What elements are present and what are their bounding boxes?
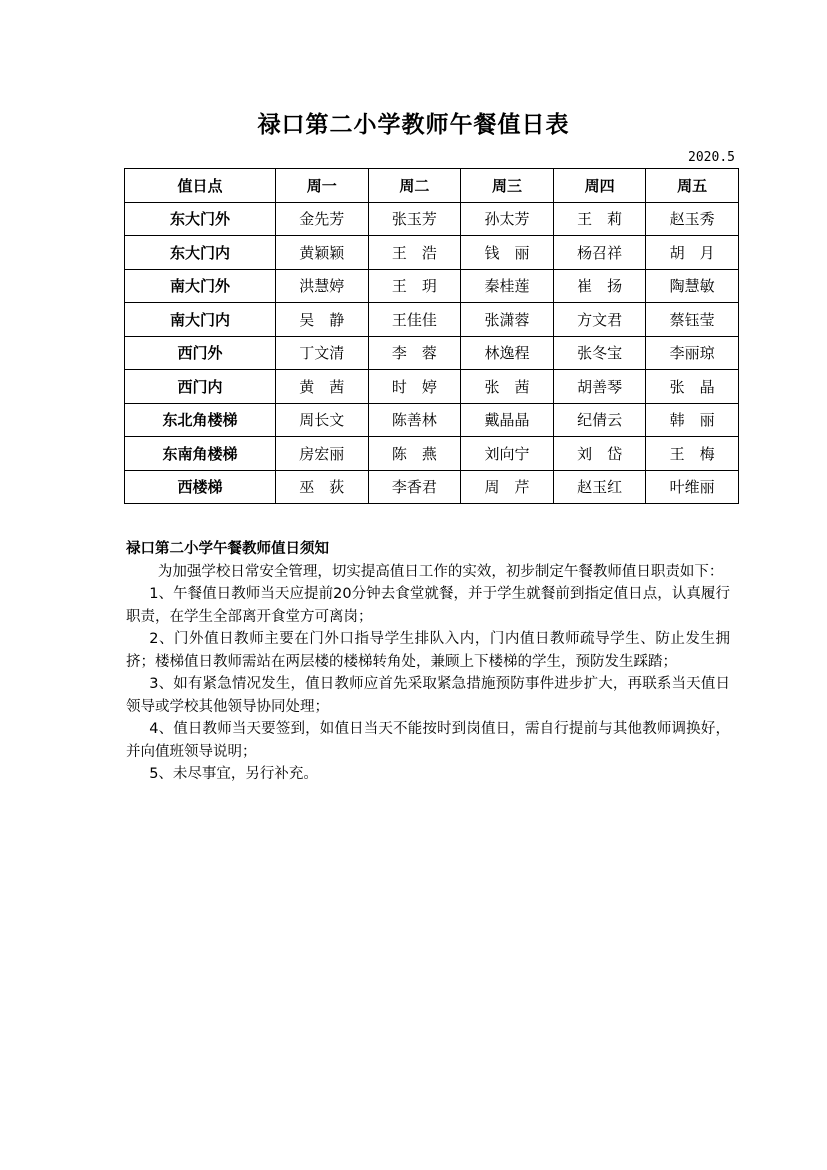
- table-row: [125, 403, 739, 437]
- teacher-cell: 吴 静: [276, 303, 369, 337]
- teacher-cell: 李香君: [368, 470, 461, 504]
- teacher-cell: 杨召祥: [553, 236, 646, 270]
- teacher-cell: 张玉芳: [368, 202, 461, 236]
- teacher-cell: 张冬宝: [553, 336, 646, 370]
- teacher-cell: 李丽琼: [646, 336, 739, 370]
- teacher-cell: 钱 丽: [461, 236, 554, 270]
- notice-title: 禄口第二小学午餐教师值日须知: [126, 541, 329, 557]
- location-cell: 西门外: [125, 336, 276, 370]
- table-row: [125, 303, 739, 337]
- teacher-cell: 秦桂莲: [461, 269, 554, 303]
- notice-item-4: 4、值日教师当天要签到，如值日当天不能按时到岗值日，需自行提前与其他教师调换好，并向值班领导说明；: [126, 721, 730, 760]
- location-cell: 东北角楼梯: [125, 403, 276, 437]
- notice-item-3: 3、如有紧急情况发生，值日教师应首先采取紧急措施预防事件进步扩大，再联系当天值日领导或学校其他领导协同处理；: [126, 676, 730, 715]
- header-location: 值日点: [125, 169, 276, 203]
- teacher-cell: 王佳佳: [368, 303, 461, 337]
- teacher-cell: 张 晶: [646, 370, 739, 404]
- location-cell: 西门内: [125, 370, 276, 404]
- teacher-cell: 崔 扬: [553, 269, 646, 303]
- teacher-cell: 林逸程: [461, 336, 554, 370]
- header-tuesday: 周二: [368, 169, 461, 203]
- teacher-cell: 蔡钰莹: [646, 303, 739, 337]
- teacher-cell: 张 茜: [461, 370, 554, 404]
- teacher-cell: 纪倩云: [553, 403, 646, 437]
- teacher-cell: 时 婷: [368, 370, 461, 404]
- location-cell: 东南角楼梯: [125, 437, 276, 471]
- notice-item-2: 2、门外值日教师主要在门外口指导学生排队入内，门内值日教师疏导学生、防止发生拥挤；楼梯值日教师需站在两层楼的楼梯转角处，兼顾上下楼梯的学生，预防发生踩踏；: [126, 631, 730, 670]
- teacher-cell: 周 芹: [461, 470, 554, 504]
- date-label: 2020.5: [688, 150, 735, 165]
- teacher-cell: 洪慧婷: [276, 269, 369, 303]
- table-row: [125, 336, 739, 370]
- teacher-cell: 陈 燕: [368, 437, 461, 471]
- notice-intro: 为加强学校日常安全管理，切实提高值日工作的实效，初步制定午餐教师值日职责如下：: [157, 563, 724, 580]
- teacher-cell: 金先芳: [276, 202, 369, 236]
- teacher-cell: 戴晶晶: [461, 403, 554, 437]
- teacher-cell: 叶维丽: [646, 470, 739, 504]
- page-title: 禄口第二小学教师午餐值日表: [257, 112, 570, 138]
- teacher-cell: 张潇蓉: [461, 303, 554, 337]
- teacher-cell: 赵玉红: [553, 470, 646, 504]
- location-cell: 南大门外: [125, 269, 276, 303]
- location-cell: 东大门内: [125, 236, 276, 270]
- teacher-cell: 方文君: [553, 303, 646, 337]
- duty-table: [124, 168, 739, 504]
- teacher-cell: 刘 岱: [553, 437, 646, 471]
- teacher-cell: 巫 荻: [276, 470, 369, 504]
- teacher-cell: 胡善琴: [553, 370, 646, 404]
- table-row: [125, 202, 739, 236]
- table-row: [125, 236, 739, 270]
- table-row: [125, 437, 739, 471]
- location-cell: 西楼梯: [125, 470, 276, 504]
- teacher-cell: 刘向宁: [461, 437, 554, 471]
- duty-notice: [126, 538, 730, 786]
- notice-item-5: 5、未尽事宜，另行补充。: [149, 766, 318, 782]
- teacher-cell: 王 莉: [553, 202, 646, 236]
- teacher-cell: 丁文清: [276, 336, 369, 370]
- header-friday: 周五: [646, 169, 739, 203]
- notice-item-1: 1、午餐值日教师当天应提前20分钟去食堂就餐，并于学生就餐前到指定值日点，认真履行职责，在学生全部离开食堂方可离岗；: [126, 586, 730, 625]
- teacher-cell: 胡 月: [646, 236, 739, 270]
- teacher-cell: 韩 丽: [646, 403, 739, 437]
- teacher-cell: 陈善林: [368, 403, 461, 437]
- location-cell: 东大门外: [125, 202, 276, 236]
- teacher-cell: 陶慧敏: [646, 269, 739, 303]
- teacher-cell: 孙太芳: [461, 202, 554, 236]
- table-row: [125, 470, 739, 504]
- teacher-cell: 李 蓉: [368, 336, 461, 370]
- teacher-cell: 王 浩: [368, 236, 461, 270]
- teacher-cell: 赵玉秀: [646, 202, 739, 236]
- header-thursday: 周四: [553, 169, 646, 203]
- location-cell: 南大门内: [125, 303, 276, 337]
- teacher-cell: 黄颖颖: [276, 236, 369, 270]
- table-header-row: [125, 169, 739, 203]
- header-monday: 周一: [276, 169, 369, 203]
- teacher-cell: 房宏丽: [276, 437, 369, 471]
- teacher-cell: 王 梅: [646, 437, 739, 471]
- header-wednesday: 周三: [461, 169, 554, 203]
- table-row: [125, 269, 739, 303]
- teacher-cell: 王 玥: [368, 269, 461, 303]
- table-row: [125, 370, 739, 404]
- teacher-cell: 周长文: [276, 403, 369, 437]
- teacher-cell: 黄 茜: [276, 370, 369, 404]
